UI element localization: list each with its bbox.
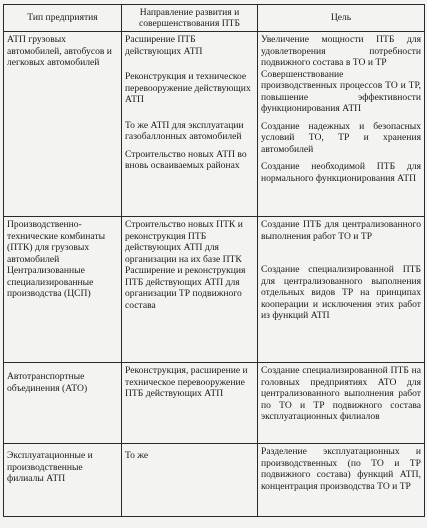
table-row xyxy=(4,217,425,363)
enterprise-type-text: Эксплуатационные и производственные филиалы АТП xyxy=(7,450,93,484)
direction-cell xyxy=(122,363,258,444)
direction-cell xyxy=(122,217,258,363)
header-row xyxy=(4,5,425,32)
ptb-development-table xyxy=(3,4,425,517)
direction-text: Реконструкция, расширение и техническое перевооружение ПТБ действующих АТП xyxy=(125,365,248,399)
enterprise-type-text: АТП грузовых автомобилей, автобусов и легковых автомобилей xyxy=(7,34,112,68)
goal-cell xyxy=(258,217,425,363)
direction-text: Расширение и реконструкция ПТБ действующих АТП для организации ТР подвижного состава xyxy=(125,265,246,311)
direction-text: Строительство новых АТП во вновь осваиваемых районах xyxy=(125,148,247,171)
direction-cell xyxy=(122,32,258,217)
direction-text: Строительство новых ПТК и реконструкция ПТБ действующих АТП для организации на их базе ПТК xyxy=(125,219,243,265)
goal-text: Увеличение мощности ПТБ для удовлетворения потребности подвижного состава в ТО и ТР xyxy=(261,34,421,68)
goal-text: Создание надежных и безопасных условий ТО, ТР и хранения автомобилей xyxy=(261,120,421,155)
enterprise-type-cell xyxy=(4,363,122,444)
goal-text: Совершенствование производственных процессов ТО и ТР, повышение эффективности функционирования АТП xyxy=(261,68,421,114)
goal-cell xyxy=(258,32,425,217)
enterprise-type-cell xyxy=(4,217,122,363)
enterprise-type-text: Централизованные специализированные производства (ЦСП) xyxy=(7,265,94,299)
goal-text: Разделение эксплуатационных и производственных (по ТО и ТР подвижного состава) функций АТП, концентрация производства ТО и ТР xyxy=(261,446,421,492)
table-row xyxy=(4,444,425,517)
enterprise-type-cell xyxy=(4,444,122,517)
header-development-direction: Направление развития и совершенствования ПТБ xyxy=(122,5,258,32)
enterprise-type-text: Автотранспортные объединения (АТО) xyxy=(7,371,88,394)
header-enterprise-type: Тип предприятия xyxy=(4,5,122,32)
header-goal: Цель xyxy=(258,5,425,32)
enterprise-type-cell xyxy=(4,32,122,217)
direction-text: Расширение ПТБ действующих АТП xyxy=(125,34,203,57)
goal-text: Создание специализированной ПТБ на головных предприятиях АТО для централизованного выполнения работ по ТО и ТР подвижного состава эксплуатационных филиалов xyxy=(261,365,421,422)
goal-text: Создание необходимой ПТБ для нормального функционирования АТП xyxy=(261,161,421,184)
direction-text: То же АТП для эксплуатации газобаллонных автомобилей xyxy=(125,119,244,142)
goal-cell xyxy=(258,444,425,517)
table-row xyxy=(4,32,425,217)
direction-text: Реконструкция и техническое перевооружение действующих АТП xyxy=(125,71,251,105)
direction-text: То же xyxy=(125,450,149,461)
table-row xyxy=(4,363,425,444)
goal-text: Создание специализированной ПТБ для централизованного выполнения отдельных видов ТР на принципах кооперации и исключения этих работ из функций АТП xyxy=(261,264,421,321)
goal-text: Создание ПТБ для централизованного выполнения работ ТО и ТР xyxy=(261,219,421,242)
enterprise-type-text: Производственно-технические комбинаты (ПТК) для грузовых автомобилей xyxy=(7,219,106,265)
direction-cell xyxy=(122,444,258,517)
goal-cell xyxy=(258,363,425,444)
